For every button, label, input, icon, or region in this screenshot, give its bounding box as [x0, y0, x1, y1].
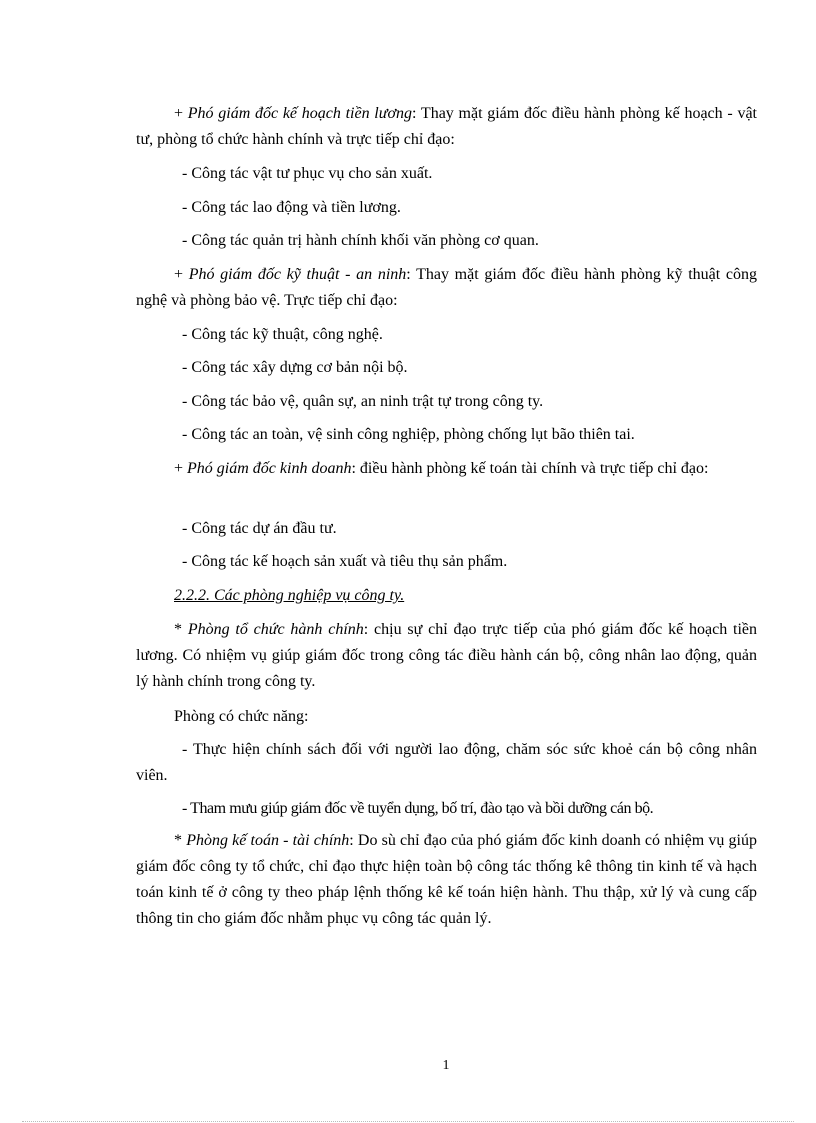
list-item: - Tham mưu giúp giám đốc về tuyển dụng, bố trí, đào tạo và bồi dưỡng cán bộ.: [182, 800, 654, 817]
role-description: : điều hành phòng kế toán tài chính và trực tiếp chỉ đạo:: [351, 460, 709, 477]
section-heading: 2.2.2. Các phòng nghiệp vụ công ty.: [174, 587, 405, 604]
bullet-star: *: [174, 621, 188, 638]
dept-title: Phòng kế toán - tài chính: [186, 832, 350, 849]
sub-heading: Phòng có chức năng:: [174, 708, 309, 725]
paragraph-deputy-technical: [136, 262, 757, 314]
dept-description: : Do sù chỉ đạo của phó giám đốc kinh doanh có nhiệm vụ giúp giám đốc công ty tổ chức, chỉ đạo thực hiện toàn bộ công tác thống kê thông tin kinh tế và hạch toán kinh tế ở công ty theo pháp lệnh thống kê kế toán hiện hành. Thu thập, xử lý và cung cấp thông tin cho giám đốc nhằm phục vụ công tác quản lý.: [136, 832, 758, 927]
role-title: Phó giám đốc kỹ thuật - an ninh: [188, 266, 407, 283]
paragraph-deputy-planning: [136, 101, 757, 153]
page-bottom-border: [22, 1121, 794, 1122]
paragraph-accounting-dept: [136, 828, 757, 932]
bullet-plus: +: [174, 460, 188, 477]
paragraph-admin-dept: [136, 617, 757, 695]
role-description: : Thay mặt giám đốc điều hành phòng kế hoạch - vật tư, phòng tổ chức hành chính và trực tiếp chỉ đạo:: [136, 105, 757, 148]
list-item: - Công tác bảo vệ, quân sự, an ninh trật tự trong công ty.: [182, 393, 544, 410]
role-title: Phó giám đốc kế hoạch tiền lương: [187, 105, 413, 122]
page-number: 1: [442, 1058, 450, 1073]
list-item: - Công tác kỹ thuật, công nghệ.: [182, 326, 383, 343]
list-item: - Công tác an toàn, vệ sinh công nghiệp, phòng chống lụt bão thiên tai.: [182, 426, 635, 443]
list-item: - Công tác lao động và tiền lương.: [182, 199, 401, 216]
bullet-plus: +: [174, 105, 188, 122]
list-item: - Công tác dự án đầu tư.: [182, 520, 337, 537]
dept-description: : chịu sự chỉ đạo trực tiếp của phó giám đốc kế hoạch tiền lương. Có nhiệm vụ giúp giám đốc trong công tác điều hành cán bộ, công nhân lao động, quản lý hành chính trong công ty.: [136, 621, 757, 690]
list-item: - Công tác kế hoạch sản xuất và tiêu thụ sản phẩm.: [182, 553, 508, 570]
list-item: - Công tác vật tư phục vụ cho sản xuất.: [182, 165, 433, 182]
bullet-plus: +: [174, 266, 189, 283]
list-item: - Công tác quản trị hành chính khối văn phòng cơ quan.: [182, 232, 539, 249]
bullet-star: *: [174, 832, 187, 849]
role-description: : Thay mặt giám đốc điều hành phòng kỹ thuật công nghệ và phòng bảo vệ. Trực tiếp chỉ đạo:: [136, 266, 758, 309]
list-item: - Công tác xây dựng cơ bản nội bộ.: [182, 359, 408, 376]
role-title: Phó giám đốc kinh doanh: [187, 460, 352, 477]
list-item: - Thực hiện chính sách đối với người lao động, chăm sóc sức khoẻ cán bộ công nhân viên.: [136, 741, 757, 784]
paragraph-deputy-business: [136, 456, 757, 482]
dept-title: Phòng tổ chức hành chính: [187, 621, 364, 638]
